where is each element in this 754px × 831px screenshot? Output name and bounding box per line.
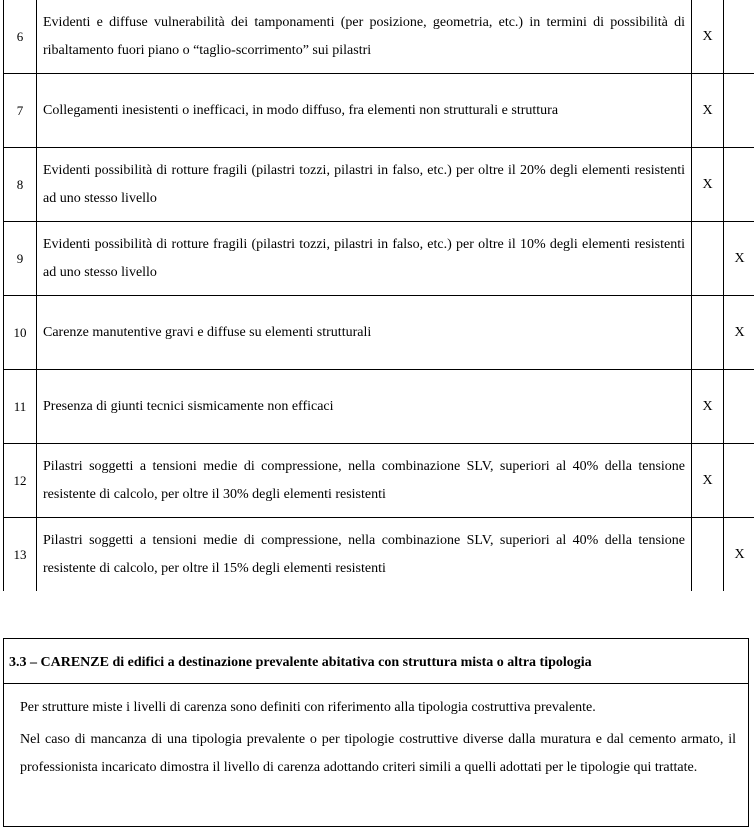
mark-cell-2: [724, 444, 754, 518]
mark-cell-2: X: [724, 296, 754, 370]
table-row: [4, 370, 754, 444]
row-description: Carenze manutentive gravi e diffuse su elementi strutturali: [37, 296, 692, 370]
mark-cell-1: [692, 222, 724, 296]
section-paragraph: Per strutture miste i livelli di carenza sono definiti con riferimento alla tipologia costruttiva prevalente.: [20, 700, 596, 715]
section-paragraph: Nel caso di mancanza di una tipologia prevalente o per tipologie costruttive diverse dalla muratura e dal cemento armato, il professionista incaricato dimostra il livello di carenza adottando criteri simili a quelli adottati per le tipologie qui trattate.: [20, 732, 736, 775]
mark-cell-1: [692, 296, 724, 370]
table-row: [4, 296, 754, 370]
criteria-table: [3, 0, 754, 591]
row-number: 7: [4, 74, 37, 148]
row-number: 10: [4, 296, 37, 370]
section-body: [4, 684, 748, 782]
row-description: Pilastri soggetti a tensioni medie di compressione, nella combinazione SLV, superiori al 40% della tensione resistente di calcolo, per oltre il 15% degli elementi resistenti: [37, 518, 692, 592]
row-description: Collegamenti inesistenti o inefficaci, in modo diffuso, fra elementi non strutturali e struttura: [37, 74, 692, 148]
row-description: Evidenti possibilità di rotture fragili (pilastri tozzi, pilastri in falso, etc.) per oltre il 10% degli elementi resistenti ad uno stesso livello: [37, 222, 692, 296]
mark-cell-2: X: [724, 222, 754, 296]
table-row: [4, 148, 754, 222]
mark-cell-1: X: [692, 0, 724, 74]
mark-cell-2: [724, 148, 754, 222]
row-description: Evidenti possibilità di rotture fragili (pilastri tozzi, pilastri in falso, etc.) per oltre il 20% degli elementi resistenti ad uno stesso livello: [37, 148, 692, 222]
table-row: [4, 222, 754, 296]
table-row: [4, 74, 754, 148]
mark-cell-1: X: [692, 148, 724, 222]
mark-cell-1: [692, 518, 724, 592]
row-number: 11: [4, 370, 37, 444]
row-number: 9: [4, 222, 37, 296]
section-box: [3, 638, 749, 827]
row-number: 6: [4, 0, 37, 74]
table-row: [4, 444, 754, 518]
mark-cell-1: X: [692, 74, 724, 148]
row-number: 8: [4, 148, 37, 222]
table-row: [4, 518, 754, 592]
mark-cell-1: X: [692, 444, 724, 518]
mark-cell-2: [724, 0, 754, 74]
mark-cell-2: [724, 370, 754, 444]
row-number: 13: [4, 518, 37, 592]
table-row: [4, 0, 754, 74]
row-description: Presenza di giunti tecnici sismicamente non efficaci: [37, 370, 692, 444]
section-title: 3.3 – CARENZE di edifici a destinazione prevalente abitativa con struttura mista o altra tipologia: [4, 639, 748, 684]
row-description: Evidenti e diffuse vulnerabilità dei tamponamenti (per posizione, geometria, etc.) in termini di possibilità di ribaltamento fuori piano o “taglio-scorrimento” sui pilastri: [37, 0, 692, 74]
mark-cell-1: X: [692, 370, 724, 444]
mark-cell-2: [724, 74, 754, 148]
row-number: 12: [4, 444, 37, 518]
row-description: Pilastri soggetti a tensioni medie di compressione, nella combinazione SLV, superiori al 40% della tensione resistente di calcolo, per oltre il 30% degli elementi resistenti: [37, 444, 692, 518]
mark-cell-2: X: [724, 518, 754, 592]
